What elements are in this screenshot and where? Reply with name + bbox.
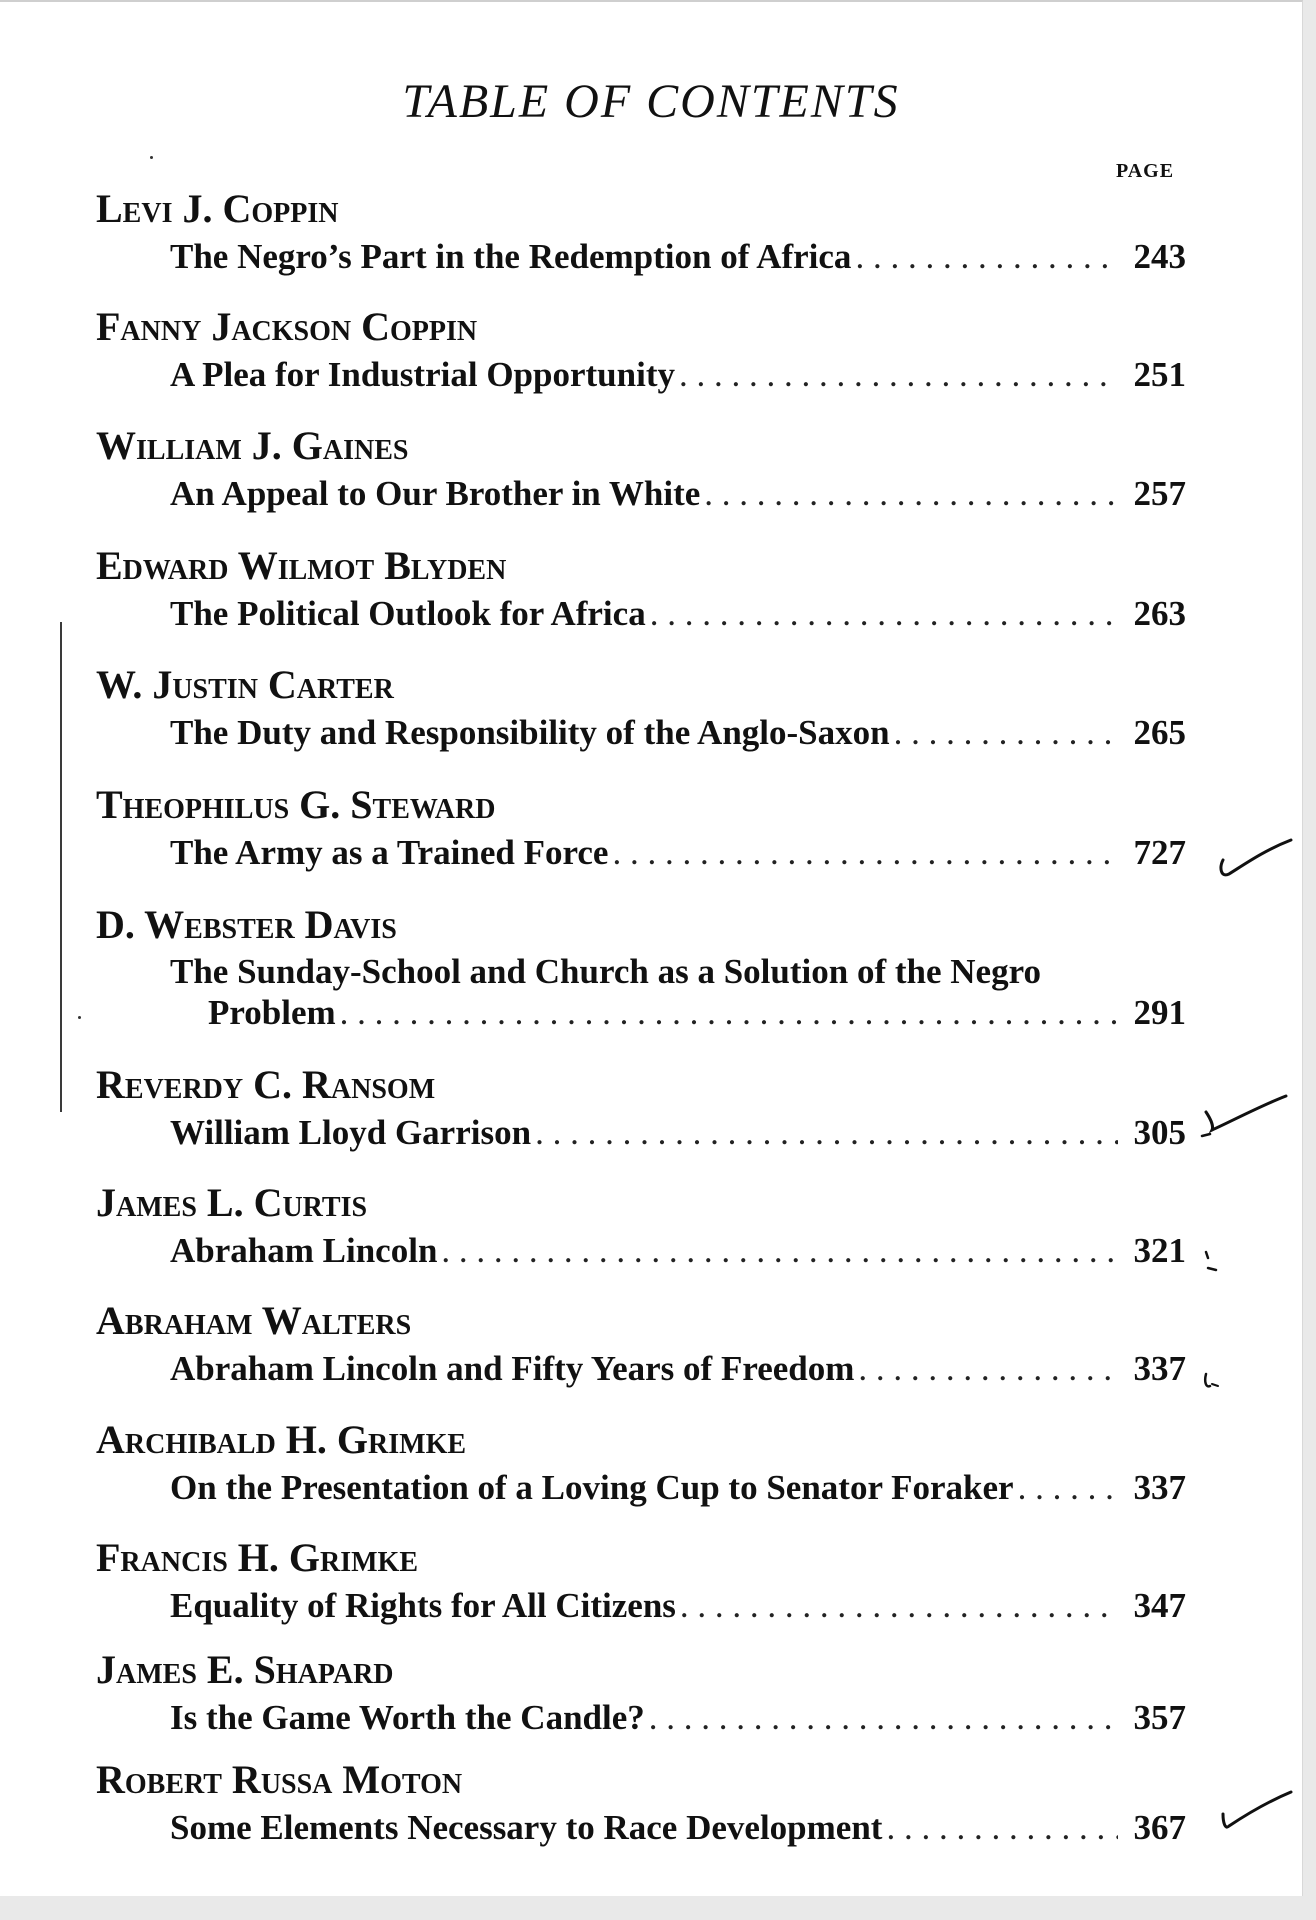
entry-author: D. Webster Davis	[96, 902, 397, 947]
entry-line	[170, 593, 1186, 635]
entry-page-number: 291	[1133, 993, 1186, 1032]
toc-entry	[96, 186, 1186, 278]
dot-leader	[535, 1112, 1118, 1154]
toc-entry	[96, 1535, 1186, 1627]
entry-author: James L. Curtis	[96, 1180, 368, 1225]
toc-entry	[96, 1647, 1186, 1739]
entry-title: William Lloyd Garrison	[170, 1113, 532, 1152]
entry-title: Some Elements Necessary to Race Development	[170, 1808, 883, 1847]
dot-leader	[680, 1585, 1118, 1627]
entry-page-number: 347	[1133, 1586, 1186, 1625]
entry-title: Equality of Rights for All Citizens	[170, 1586, 676, 1625]
entry-line	[170, 1467, 1186, 1509]
handwritten-check-icon	[1215, 838, 1295, 888]
entry-line	[170, 1807, 1186, 1849]
entry-title: The Army as a Trained Force	[170, 833, 609, 872]
toc-entry	[96, 543, 1186, 635]
entry-line	[170, 236, 1186, 278]
entry-line	[170, 832, 1186, 874]
entry-title: The Political Outlook for Africa	[170, 594, 646, 633]
entry-author: W. Justin Carter	[96, 662, 394, 707]
handwritten-check-icon	[1200, 1092, 1290, 1152]
entry-line	[170, 1348, 1186, 1390]
dot-leader	[340, 992, 1118, 1034]
toc-entry	[96, 1180, 1186, 1272]
entry-title: On the Presentation of a Loving Cup to Senator Foraker	[170, 1468, 1014, 1507]
toc-entry	[96, 1417, 1186, 1509]
entry-page-number: 243	[1133, 237, 1186, 276]
dot-leader	[858, 1348, 1118, 1390]
entry-title: The Duty and Responsibility of the Anglo-Saxon	[170, 713, 890, 752]
entry-page-number: 727	[1133, 833, 1186, 872]
entry-author: Abraham Walters	[96, 1298, 412, 1343]
toc-entry	[96, 662, 1186, 754]
dot-leader	[649, 1697, 1118, 1739]
entry-author: Edward Wilmot Blyden	[96, 543, 507, 588]
entry-line	[170, 1585, 1186, 1627]
entry-page-number: 357	[1133, 1698, 1186, 1737]
toc-entry	[96, 782, 1186, 874]
toc-entry	[96, 1062, 1186, 1154]
entry-line	[170, 1230, 1186, 1272]
toc-entry	[96, 902, 1186, 1034]
toc-entry	[96, 1298, 1186, 1390]
entry-title: Abraham Lincoln and Fifty Years of Freedom	[170, 1349, 855, 1388]
entry-page-number: 263	[1133, 594, 1186, 633]
dot-leader	[704, 473, 1118, 515]
entry-line	[208, 992, 1186, 1034]
entry-page-number: 251	[1133, 355, 1186, 394]
entry-title: An Appeal to Our Brother in White	[170, 474, 701, 513]
dot-leader	[886, 1807, 1118, 1849]
entry-author: Archibald H. Grimke	[96, 1417, 467, 1462]
entry-author: James E. Shapard	[96, 1647, 394, 1692]
ink-speck	[150, 156, 153, 159]
entry-title: A Plea for Industrial Opportunity	[170, 355, 675, 394]
entry-title: Abraham Lincoln	[170, 1231, 438, 1270]
handwritten-mark-icon	[1200, 1366, 1230, 1396]
toc-entry	[96, 423, 1186, 515]
margin-rule-mark	[60, 622, 62, 1112]
entry-author: Reverdy C. Ransom	[96, 1062, 436, 1107]
entry-title: Is the Game Worth the Candle?	[170, 1698, 645, 1737]
entry-page-number: 305	[1133, 1113, 1186, 1152]
ink-speck	[78, 1016, 81, 1019]
dot-leader	[894, 712, 1118, 754]
dot-leader	[612, 832, 1118, 874]
entry-line	[170, 354, 1186, 396]
entry-author: Robert Russa Moton	[96, 1757, 463, 1802]
entry-author: Francis H. Grimke	[96, 1535, 419, 1580]
dot-leader	[679, 354, 1118, 396]
toc-entry	[96, 1757, 1186, 1849]
dot-leader	[855, 236, 1118, 278]
page-column-header: PAGE	[1116, 160, 1175, 182]
entry-page-number: 367	[1133, 1808, 1186, 1847]
entry-author: Fanny Jackson Coppin	[96, 304, 478, 349]
entry-line	[170, 712, 1186, 754]
dot-leader	[441, 1230, 1118, 1272]
entry-page-number: 321	[1133, 1231, 1186, 1270]
entry-line	[170, 1697, 1186, 1739]
entry-page-number: 257	[1133, 474, 1186, 513]
entry-author: William J. Gaines	[96, 423, 409, 468]
toc-entry	[96, 304, 1186, 396]
handwritten-mark-icon	[1198, 1248, 1228, 1278]
entry-line	[170, 1112, 1186, 1154]
entry-page-number: 337	[1133, 1468, 1186, 1507]
entry-author: Theophilus G. Steward	[96, 782, 496, 827]
entry-line	[170, 473, 1186, 515]
entry-title: The Negro’s Part in the Redemption of Africa	[170, 237, 852, 276]
entry-page-number: 337	[1133, 1349, 1186, 1388]
entry-page-number: 265	[1133, 713, 1186, 752]
entry-title-line1: The Sunday-School and Church as a Solution of the Negro	[170, 952, 1041, 991]
dot-leader	[650, 593, 1118, 635]
dot-leader	[1018, 1467, 1118, 1509]
entry-author: Levi J. Coppin	[96, 186, 339, 231]
entry-title-line2: Problem	[208, 993, 336, 1032]
page-title: TABLE OF CONTENTS	[402, 75, 900, 128]
handwritten-check-icon	[1215, 1790, 1295, 1840]
